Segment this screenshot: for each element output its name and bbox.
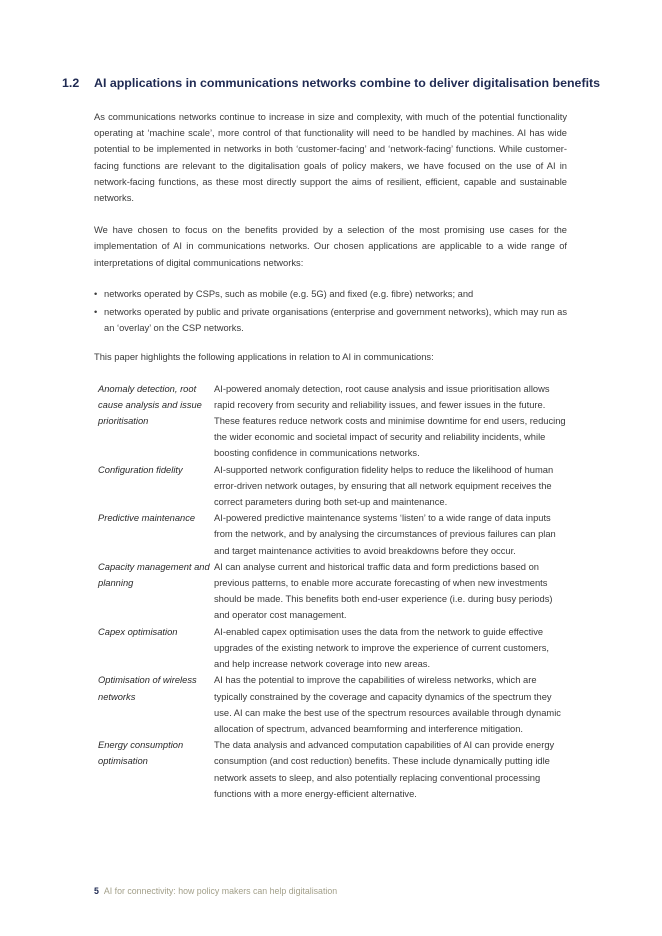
application-term: Predictive maintenance bbox=[98, 513, 196, 524]
application-term: Optimisation of wireless networks bbox=[98, 675, 197, 702]
application-description: AI has the potential to improve the capabilities of wireless networks, which are typically constrained by the coverage and capacity dynamics of the spectrum they use. AI can make the best use of the spectrum resources available through dynamic allocation of spectrum, advanced beamforming and interference mitigation. bbox=[214, 675, 561, 734]
section-title: AI applications in communications networks combine to deliver digitalisation benefits bbox=[94, 76, 601, 90]
table-row bbox=[94, 624, 566, 673]
application-term: Capacity management and planning bbox=[98, 561, 210, 589]
applications-table bbox=[94, 381, 566, 802]
bullet-icon: • bbox=[94, 307, 98, 318]
application-description: AI-supported network configuration fidelity helps to reduce the likelihood of human error-driven network outages, by ensuring that all network equipment receives the correct parameters during both set-up and maintenance. bbox=[214, 464, 554, 508]
footer-title: AI for connectivity: how policy makers can help digitalisation bbox=[103, 886, 338, 896]
table-row bbox=[94, 737, 566, 802]
application-description: AI-powered predictive maintenance systems ‘listen’ to a wide range of data inputs from the network, and by analysing the circumstances of previous failures can plan and target maintenance activities to avoid breakdowns before they occur. bbox=[214, 513, 556, 556]
table-row bbox=[94, 381, 566, 462]
applications-intro: This paper highlights the following applications in relation to AI in communications: bbox=[94, 352, 434, 363]
page-number: 5 bbox=[94, 886, 99, 896]
table-row bbox=[94, 462, 566, 511]
paragraph-1: As communications networks continue to increase in size and complexity, with much of the potential functionality operating at ‘machine scale’, more control of that functionality will need to be handled by machines. AI has wide potential to be implemented in networks in both ‘customer-facing’ and ‘network-facing’ functions. While customer-facing functions are relevant to the digitalisation goals of policy makers, we have focused on the use of AI in network-facing functions, as these most directly support the aims of resilient, efficient, capable and sustainable networks. bbox=[94, 112, 567, 204]
list-item bbox=[94, 304, 567, 336]
network-types-list bbox=[94, 286, 567, 337]
application-term: Energy consumption optimisation bbox=[98, 740, 184, 767]
section-number: 1.2 bbox=[62, 76, 80, 90]
paragraph-2: We have chosen to focus on the benefits provided by a selection of the most promising use cases for the implementation of AI in communications networks. Our chosen applications are applicable to a wide range of interpretations of digital communications networks: bbox=[94, 225, 567, 268]
application-description: The data analysis and advanced computation capabilities of AI can provide energy consumption (and cost reduction) benefits. These include dynamically putting idle network assets to sleep, and also potentially replacing conventional processing functions with a more energy-efficient alternative. bbox=[214, 740, 555, 799]
application-term: Anomaly detection, root cause analysis and issue prioritisation bbox=[98, 383, 202, 427]
page-footer bbox=[94, 886, 337, 896]
table-row bbox=[94, 672, 566, 737]
table-row bbox=[94, 559, 566, 624]
application-term: Configuration fidelity bbox=[98, 464, 183, 475]
list-item bbox=[94, 286, 567, 302]
list-item-text: networks operated by public and private organisations (enterprise and government networks), which may run as an ‘overlay’ on the CSP networks. bbox=[104, 307, 567, 334]
main-content bbox=[94, 109, 567, 802]
list-item-text: networks operated by CSPs, such as mobile (e.g. 5G) and fixed (e.g. fibre) networks; and bbox=[104, 288, 474, 299]
section-heading bbox=[62, 76, 622, 90]
application-description: AI-powered anomaly detection, root cause analysis and issue prioritisation allows rapid recovery from security and reliability issues, and fewer issues in the future. These features reduce network costs and minimise downtime for end users, reducing the wider economic and societal impact of security and reliability incidents, while boosting confidence in communications networks. bbox=[214, 383, 566, 459]
application-description: AI can analyse current and historical traffic data and form predictions based on previous patterns, to enable more accurate forecasting of when new investments should be made. This benefits both end-user experience (i.e. during busy periods) and operator cost management. bbox=[214, 561, 553, 621]
application-term: Capex optimisation bbox=[98, 626, 178, 637]
application-description: AI-enabled capex optimisation uses the data from the network to guide effective upgrades of the existing network to improve the experience of current customers, and help increase network coverage into new areas. bbox=[214, 626, 549, 670]
table-row bbox=[94, 510, 566, 559]
bullet-icon: • bbox=[94, 288, 98, 299]
